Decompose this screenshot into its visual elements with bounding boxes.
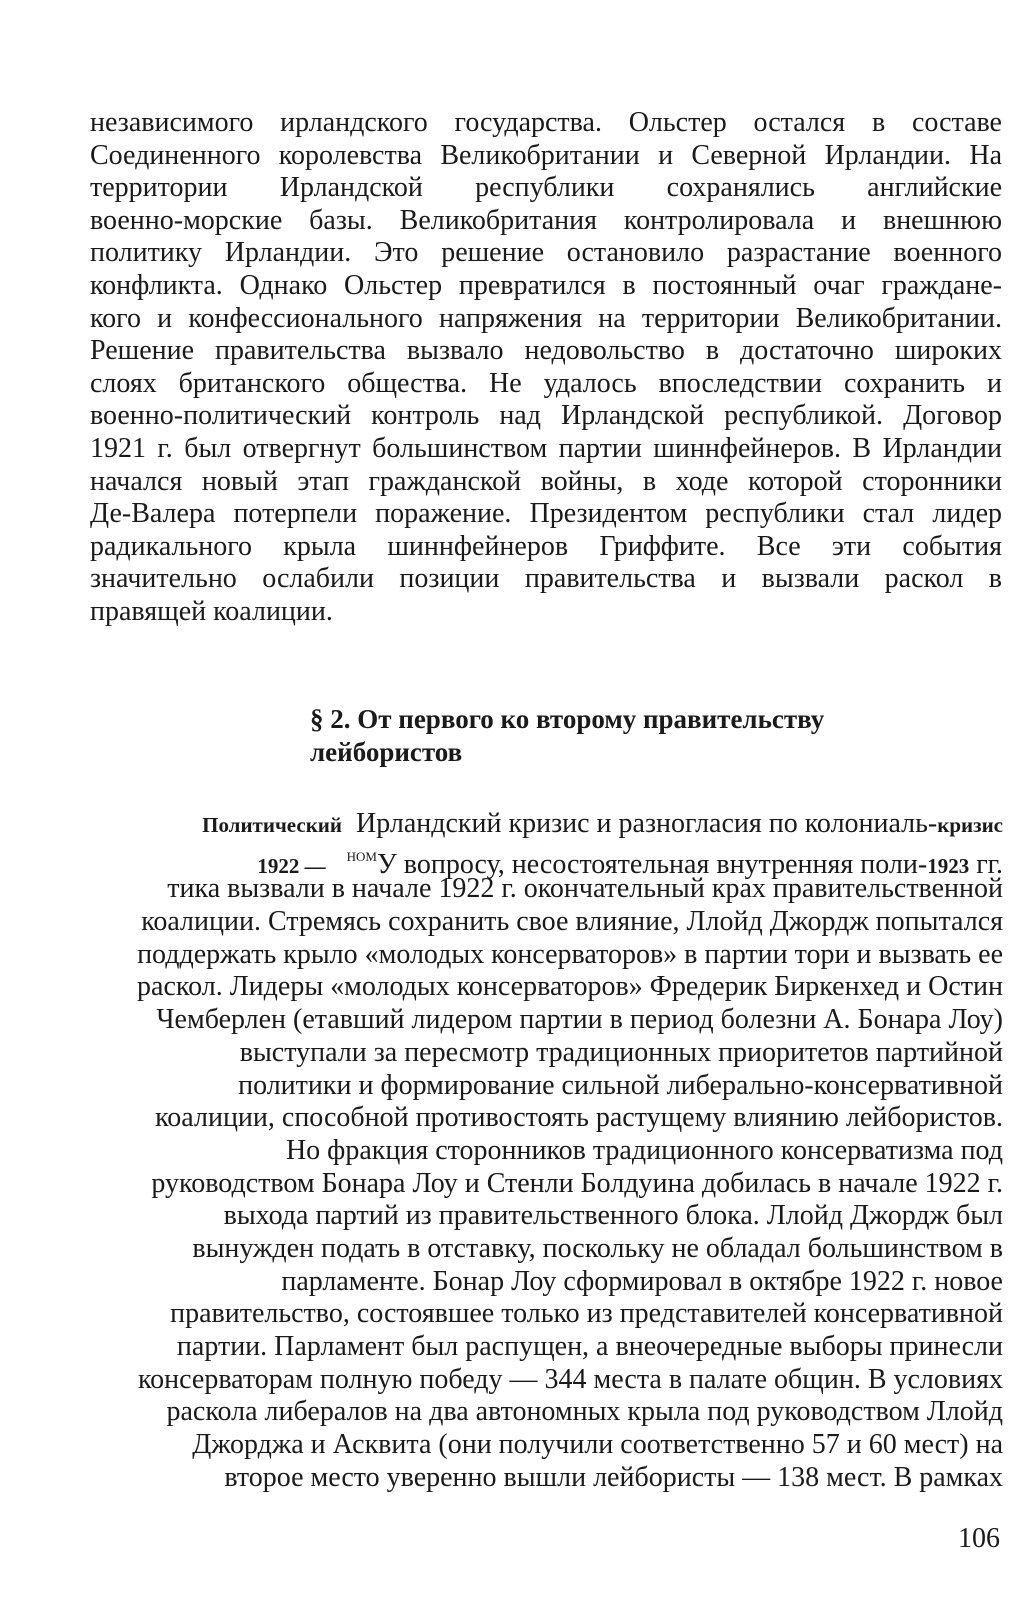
text-line: Джорджа и Асквита (они получили соответственно 57 и 60 мест) на [192,1429,1003,1461]
margin-note-year1: 1922 — [257,853,326,878]
text-line [0,841,1035,880]
text-line: военно-политический контроль над Ирландской республикой. Договор [90,400,1002,432]
text-line [0,808,1035,841]
text-line: кого и конфессионального напряжения на территории Великобритании. [90,302,1002,334]
text-line: раскола либералов на два автономных крыла под руководством Ллойд [166,1396,1003,1428]
text-line: Де-Валера потерпели поражение. Президентом республики стал лидер [90,498,1002,530]
text-fragment: Ирландский кризис и разногласия по колониаль- [356,808,938,839]
margin-note-word2: кризис [937,813,1003,837]
text-line: территории Ирландской республики сохранялись английские [90,172,1002,204]
page-number: 106 [958,1523,1000,1554]
heading-line-1: § 2. От первого ко второму правительству [310,704,825,734]
text-line: тика вызвали в начале 1922 г. окончательный крах правительственной [167,873,1003,905]
text-line: слоях британского общества. Не удалось впоследствии сохранить и [90,367,1002,399]
paragraph-1 [90,107,1002,629]
text-line: Решение правительства вызвало недовольство в достаточно широких [90,335,1002,367]
text-line: независимого ирландского государства. Ольстер остался в составе [90,107,1002,138]
text-line: консерваторам полную победу — 344 места в палате общин. В условиях [137,1363,1003,1395]
text-line: Но фракция сторонников традиционного консерватизма под [285,1134,1003,1166]
text-line: радикального крыла шиннфейнеров Гриффите. Все эти события [90,530,1002,562]
text-line: конфликта. Однако Ольстер превратился в постоянный очаг граждане- [90,269,1002,301]
heading-line-2: лейбористов [310,737,463,767]
text-fragment: У вопросу, несостоятельная внутренняя поли- [376,848,928,880]
text-line: правительство, состоявшее только из представителей консервативной [170,1298,1003,1330]
text-line: политики и формирование сильной либерально-консервативной [238,1069,1003,1101]
text-line: правящей коалиции. [90,595,333,627]
text-line: коалиции, способной противостоять растущему влиянию лейбористов. [155,1102,1003,1134]
text-line: значительно ослабили позиции правительства и вызвали раскол в [90,563,1002,595]
text-line: 1921 г. был отвергнут большинством партии шиннфейнеров. В Ирландии [90,432,1002,464]
text-line: поддержать крыло «молодых консерваторов» в партии тори и вызвать ее [137,938,1003,970]
text-line: парламенте. Бонар Лоу сформировал в октябре 1922 г. новое [281,1265,1003,1297]
superscript-note: НОМ [346,848,377,864]
text-line: раскол. Лидеры «молодых консерваторов» Фредерик Биркенхед и Остин [137,971,1003,1003]
text-line: вынужден подать в отставку, поскольку не обладал большинством в [192,1232,1003,1264]
text-fragment: гг. [976,848,1003,880]
margin-note-word1: Политический [202,813,343,837]
text-line: второе место уверенно вышли лейбористы — 138 мест. В рамках [224,1461,1003,1493]
text-line: выступали за пересмотр традиционных приоритетов партийной [239,1036,1003,1068]
margin-note-year2: 1923 [927,853,970,878]
text-line: начался новый этап гражданской войны, в ходе которой сторонники [90,465,1002,497]
text-line: выхода партий из правительственного блока. Ллойд Джордж был [223,1200,1003,1232]
text-line: руководством Бонара Лоу и Стенли Болдуина добилась в начале 1922 г. [151,1167,1003,1199]
text-line: политику Ирландии. Это решение остановило разрастание военного [90,237,1002,269]
text-line: партии. Парламент был распущен, а внеочередные выборы принесли [176,1331,1003,1362]
text-line: Соединенного королевства Великобритании и Северной Ирландии. На [90,139,1002,171]
section-heading [310,703,930,769]
text-line: коалиции. Стремясь сохранить свое влияние, Ллойд Джордж попытался [141,906,1003,938]
text-line: военно-морские базы. Великобритания контролировала и внешнюю [90,204,1002,236]
paragraph-2 [0,808,1035,1494]
text-line: Чемберлен (етавший лидером партии в период болезни А. Бонара Лоу) [156,1004,1003,1036]
